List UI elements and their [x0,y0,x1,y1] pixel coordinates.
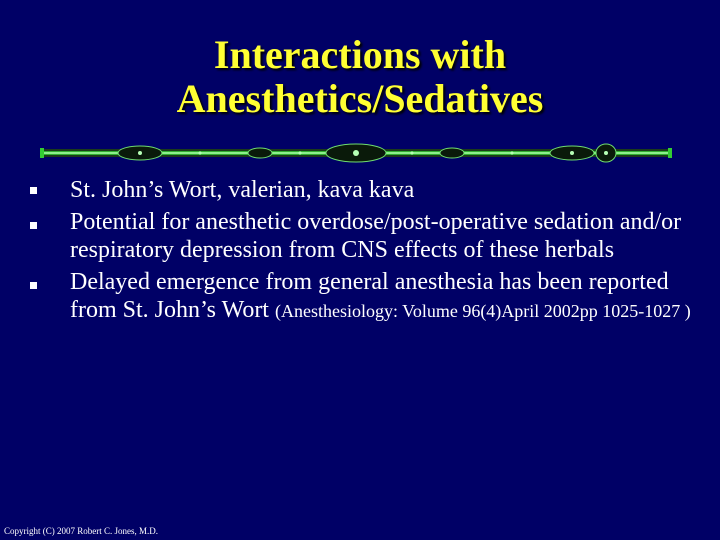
bullet-list [30,176,710,325]
bullet-item [30,176,710,204]
decorative-divider [40,141,672,165]
bullet-item [30,208,710,264]
copyright-footer: Copyright (C) 2007 Robert C. Jones, M.D. [4,526,158,536]
bullet-text: St. John’s Wort, valerian, kava kava [70,177,415,203]
title-line-2: Anesthetics/Sedatives [176,76,544,121]
square-bullet-icon [30,282,37,289]
square-bullet-icon [30,187,37,194]
bullet-item [30,268,710,325]
citation: (Anesthesiology: Volume 96(4)April 2002pp 1025-1027 ) [274,301,691,321]
square-bullet-icon [30,222,37,229]
bullet-text: Potential for anesthetic overdose/post-operative sedation and/or respiratory depression from CNS effects of these herbals [70,209,682,263]
slide-title [0,33,720,121]
title-line-1: Interactions with [213,32,507,77]
bullet-text: Delayed emergence from general anesthesia has been reported from St. John’s Wort [70,269,669,323]
